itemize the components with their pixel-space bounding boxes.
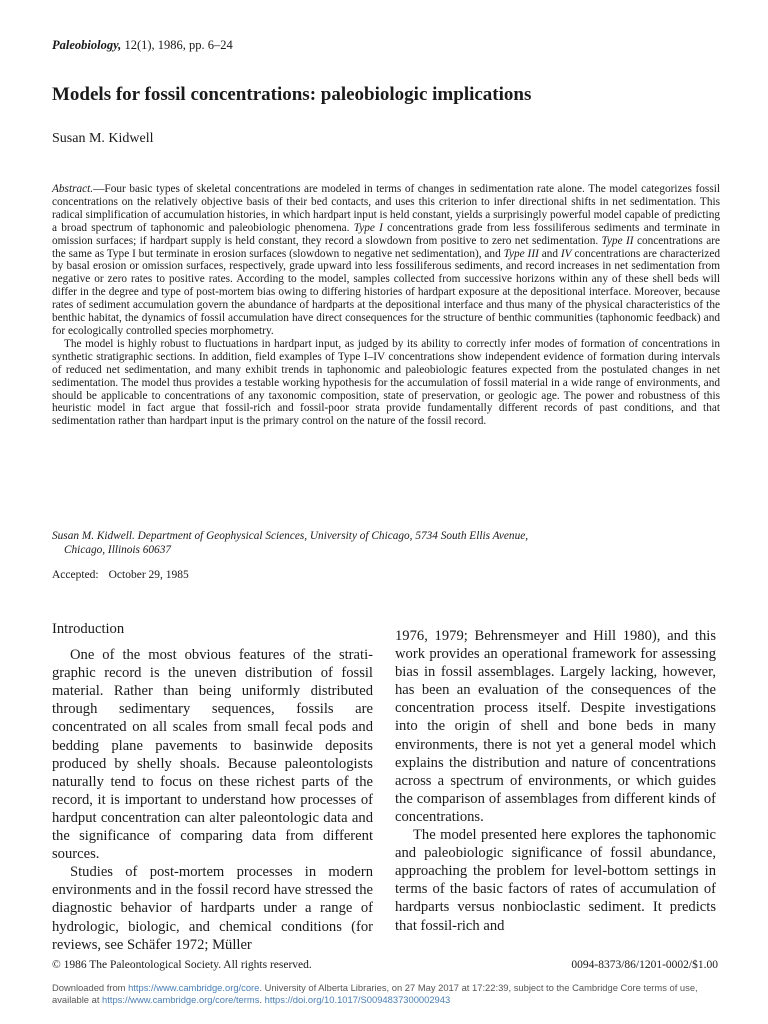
body-paragraph: 1976, 1979; Behrensmeyer and Hill 1980), and this work provides an operational framework for assessing bias in fossil assemblages. Largely lacking, however, has been an evaluation of the consequences of the concentration process itself. Despite investigations into the origin of shell and bone beds in many environments, there is not yet a general model which explains the distribution and nature of concentrations across a spectrum of environments, or which guides the comparison of assemblages from different kinds of concentrations. bbox=[395, 628, 716, 825]
journal-volume-pages: 12(1), 1986, pp. 6–24 bbox=[121, 38, 233, 52]
abstract-type-term: Type II bbox=[601, 234, 634, 247]
cambridge-core-link[interactable]: https://www.cambridge.org/core bbox=[128, 982, 260, 993]
abstract-text: concentrations grade from less fossiliferous sediments and terminate in omission surfaces; if hardpart supply is held constant, they record a slowdown from positive to zero net sedimentation. bbox=[52, 221, 720, 247]
journal-citation bbox=[52, 38, 233, 53]
abstract-text: and bbox=[538, 247, 561, 260]
body-paragraph: One of the most obvious features of the stratigraphic record is the uneven distribution of fossil material. Rather than being uniformly distributed through sedimentary sequences, fossils are concentrated on all scales from small fecal pods and bedding plane pavements to basinwide deposits produced by shelly shoals. Because paleontologists naturally tend to focus on these richest parts of the record, it is important to understand how processes of hardput concentration can alter paleontologic data and the significance of comparing data from different sources. bbox=[52, 647, 373, 863]
download-text: Downloaded from bbox=[52, 982, 129, 993]
abstract-type-term: Type III bbox=[503, 247, 539, 260]
accepted-value: October 29, 1985 bbox=[108, 569, 189, 581]
abstract-paragraph-2: The model is highly robust to fluctuations in hardpart input, as judged by its ability to correctly infer modes of formation of concentrations in synthetic stratigraphic sections. In addition, field examples of Type I–IV concentrations show independent evidence of formation during intervals of reduced net sedimentation, and many exhibit trends in taphonomic and paleobiologic features expected from the postulated changes in net sedimentation. The model thus provides a testable working hypothesis for the accumulation of fossil material in a wide range of environments, and should be applicable to concentrations of any taxonomic composition, state of preservation, or geologic age. The power and robustness of this heuristic model in fact argue that fossil-rich and fossil-poor strata provide fundamentally different records of past conditions, and that sedimentation rather than hardpart input is the primary control on the nature of the fossil record. bbox=[52, 337, 720, 428]
author-affiliation bbox=[52, 530, 720, 557]
body-column-left bbox=[52, 620, 373, 954]
affiliation-line-2: Chicago, Illinois 60637 bbox=[64, 543, 172, 556]
download-notice bbox=[52, 982, 722, 1005]
abstract-label: Abstract. bbox=[52, 183, 94, 195]
download-text: . University of Alberta Libraries, on 27 May 2017 at 17:22:39, subject to the Cambridge Core terms of use, available at bbox=[52, 982, 698, 1005]
abstract bbox=[52, 183, 720, 428]
journal-name: Paleobiology, bbox=[52, 38, 122, 52]
article-title: Models for fossil concentrations: paleobiologic implications bbox=[52, 84, 532, 105]
terms-link[interactable]: https://www.cambridge.org/core/terms bbox=[102, 993, 260, 1005]
body-column-right bbox=[395, 627, 716, 935]
abstract-text: concentrations are the same as Type I but terminate in erosion surfaces (slowdown to negative net sedimentation), and bbox=[52, 234, 720, 260]
abstract-type-term: IV bbox=[560, 247, 572, 260]
copyright-notice: © 1986 The Paleontological Society. All rights reserved. bbox=[52, 959, 312, 971]
abstract-type-term: Type I bbox=[353, 221, 383, 234]
affiliation-line-1: Susan M. Kidwell. Department of Geophysical Sciences, University of Chicago, 5734 South Ellis Avenue, bbox=[52, 530, 529, 542]
doi-link[interactable]: https://doi.org/10.1017/S0094837300002943 bbox=[264, 993, 451, 1005]
abstract-text: concentrations are characterized by basal erosion or omission surfaces, respectively, grade upward into less fossiliferous sediments, and record increases in net sedimentation from negative or zero rates to positive rates. According to the model, samples collected from successive horizons within any of these shell beds will differ in the degree and type of post-mortem bias owing to differing histories of hardpart exposure at the depositional interface. Moreover, because rates of sediment accumulation govern the abundance of hardparts at the depositional interface and thus many of the physical characteristics of the benthic habitat, the dynamics of fossil accumulation have direct consequences for the structure of benthic communities (taphonomic feedback) and for ecologically controlled species morphometry. bbox=[52, 247, 720, 337]
article-code: 0094-8373/86/1201-0002/$1.00 bbox=[571, 959, 718, 971]
accepted-label: Accepted: bbox=[52, 569, 99, 581]
abstract-text: —Four basic types of skeletal concentrations are modeled in terms of changes in sedimentation rate alone. The model categorizes fossil concentrations on the relatively objective basis of their bed contacts, and uses this criterion to infer directional shifts in net sedimentation. This radical simplification of accumulation histories, in which hardpart input is held constant, yields a surprisingly powerful model capable of predicting a broad spectrum of taphonomic and paleobiologic phenomena. bbox=[52, 183, 720, 234]
author-name: Susan M. Kidwell bbox=[52, 131, 154, 146]
download-text: . bbox=[259, 993, 265, 1005]
body-paragraph: Studies of post-mortem processes in modern environments and in the fossil record have stressed the diagnostic behavior of hardparts under a range of hydrologic, biologic, and chemical conditions (for reviews, see Schäfer 1972; Müller bbox=[52, 864, 373, 953]
section-heading-introduction: Introduction bbox=[52, 621, 125, 637]
accepted-date bbox=[52, 569, 189, 581]
abstract-paragraph-1 bbox=[52, 183, 720, 338]
body-paragraph: The model presented here explores the taphonomic and paleobiologic significance of fossil abundance, approaching the problem for level-bottom settings in terms of the basic factors of rates of accumulation of hardparts versus nonbioclastic sediment. It predicts that fossil-rich and bbox=[395, 827, 716, 934]
